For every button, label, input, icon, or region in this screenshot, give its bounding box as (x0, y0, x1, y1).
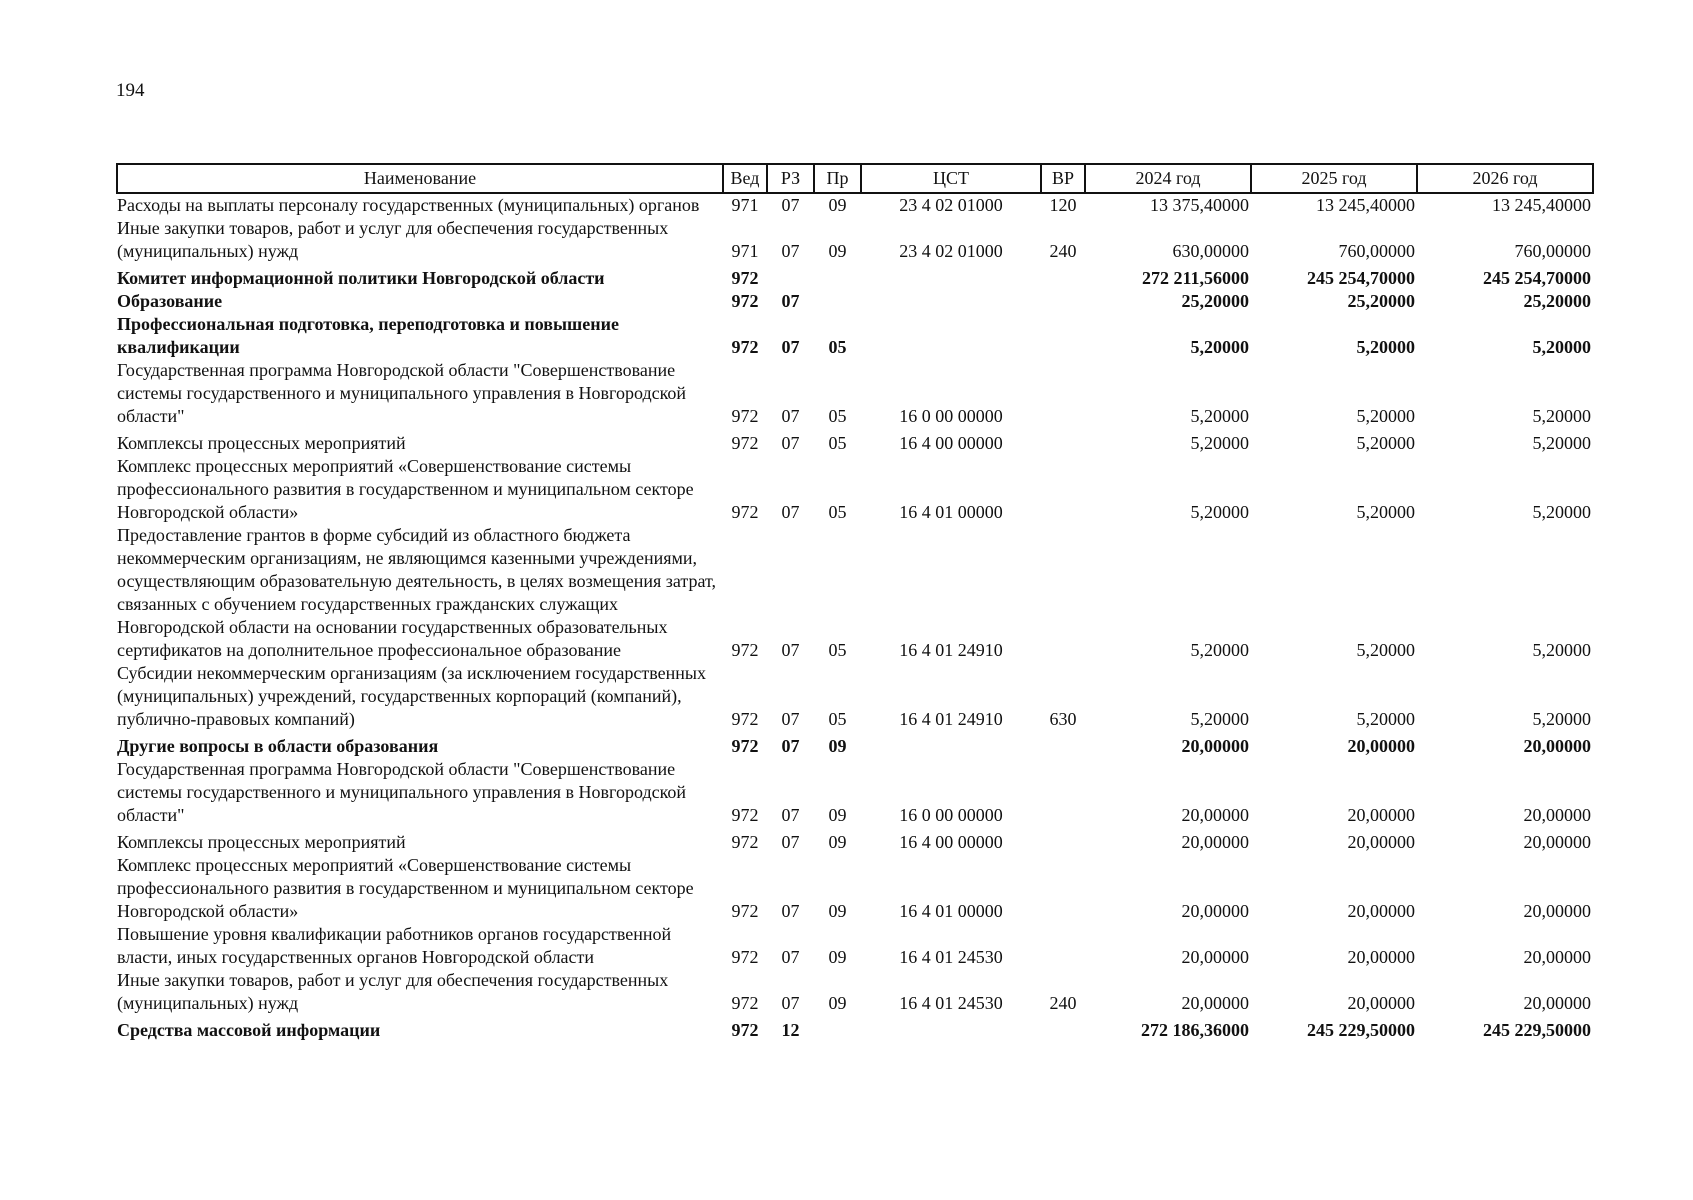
row-rz: 07 (781, 832, 800, 852)
row-cst: 16 4 01 24910 (899, 640, 1003, 660)
header-rz: РЗ (767, 164, 814, 193)
row-cst: 16 4 01 00000 (899, 502, 1003, 522)
row-name: Средства массовой информации (117, 1020, 381, 1040)
row-pr (814, 1015, 861, 1042)
row-ved: 972 (731, 709, 759, 729)
row-2025: 5,20000 (1356, 433, 1415, 453)
row-ved: 972 (731, 805, 759, 825)
row-name: Комплекс процессных мероприятий «Совершенствование системы профессионального развития в государственном и муниципальном секторе Новгородской области» (117, 456, 694, 522)
header-cst: ЦСТ (861, 164, 1041, 193)
row-2026: 245 254,70000 (1483, 268, 1591, 288)
row-cst (861, 731, 1041, 758)
row-cst (861, 1015, 1041, 1042)
table-row (117, 193, 1593, 217)
row-rz: 07 (781, 337, 800, 357)
row-2026: 20,00000 (1523, 736, 1591, 756)
table-row (117, 969, 1593, 1015)
row-vr (1041, 428, 1085, 455)
row-2025: 245 229,50000 (1307, 1020, 1415, 1040)
row-rz: 07 (781, 805, 800, 825)
row-2024: 5,20000 (1190, 406, 1249, 426)
row-2026: 5,20000 (1532, 337, 1591, 357)
row-pr: 05 (828, 337, 847, 357)
header-2026: 2026 год (1417, 164, 1593, 193)
row-2025: 20,00000 (1347, 736, 1415, 756)
row-2026: 245 229,50000 (1483, 1020, 1591, 1040)
row-2025: 25,20000 (1347, 291, 1415, 311)
row-pr (814, 263, 861, 290)
row-2026: 25,20000 (1523, 291, 1591, 311)
row-ved: 972 (731, 1020, 759, 1040)
row-rz: 07 (781, 736, 800, 756)
row-2024: 5,20000 (1190, 709, 1249, 729)
row-rz: 07 (781, 901, 800, 921)
row-2025: 20,00000 (1347, 805, 1415, 825)
row-ved: 972 (731, 502, 759, 522)
row-pr: 09 (828, 993, 847, 1013)
table-row (117, 359, 1593, 428)
table-row (117, 758, 1593, 827)
row-2024: 5,20000 (1190, 502, 1249, 522)
row-pr: 09 (828, 195, 847, 215)
row-name: Субсидии некоммерческим организациям (за исключением государственных (муниципальных) учреждений, государственных корпораций (компаний), публично-правовых компаний) (117, 663, 707, 729)
table-row (117, 1015, 1593, 1042)
row-2026: 5,20000 (1532, 433, 1591, 453)
table-row (117, 731, 1593, 758)
row-pr: 05 (828, 406, 847, 426)
table-row (117, 827, 1593, 854)
row-vr (1041, 263, 1085, 290)
row-2024: 20,00000 (1181, 805, 1249, 825)
row-pr: 05 (828, 433, 847, 453)
row-ved: 972 (731, 268, 759, 288)
row-ved: 972 (731, 433, 759, 453)
row-vr (1041, 524, 1085, 662)
row-rz: 07 (781, 433, 800, 453)
row-2025: 20,00000 (1347, 947, 1415, 967)
row-pr: 09 (828, 901, 847, 921)
row-2024: 20,00000 (1181, 947, 1249, 967)
row-name: Комитет информационной политики Новгородской области (117, 268, 605, 288)
header-2025: 2025 год (1251, 164, 1417, 193)
row-cst (861, 290, 1041, 313)
row-2026: 5,20000 (1532, 709, 1591, 729)
row-pr: 09 (828, 736, 847, 756)
table-row (117, 263, 1593, 290)
row-cst: 16 4 01 24530 (899, 947, 1003, 967)
row-ved: 971 (731, 241, 759, 261)
row-2025: 760,00000 (1338, 241, 1415, 261)
row-rz: 07 (781, 291, 800, 311)
row-2026: 20,00000 (1523, 993, 1591, 1013)
row-2025: 20,00000 (1347, 832, 1415, 852)
row-ved: 972 (731, 291, 759, 311)
row-2024: 25,20000 (1181, 291, 1249, 311)
row-cst (861, 313, 1041, 359)
row-cst (861, 263, 1041, 290)
row-2025: 20,00000 (1347, 901, 1415, 921)
row-2025: 20,00000 (1347, 993, 1415, 1013)
budget-table (116, 163, 1594, 1042)
row-2024: 20,00000 (1181, 736, 1249, 756)
row-2026: 20,00000 (1523, 805, 1591, 825)
row-name: Расходы на выплаты персоналу государственных (муниципальных) органов (117, 195, 700, 215)
row-vr: 630 (1049, 709, 1077, 729)
row-2024: 13 375,40000 (1150, 195, 1249, 215)
row-pr: 05 (828, 502, 847, 522)
row-name: Комплексы процессных мероприятий (117, 433, 406, 453)
row-cst: 16 4 01 24530 (899, 993, 1003, 1013)
row-vr (1041, 359, 1085, 428)
row-ved: 972 (731, 947, 759, 967)
row-2026: 20,00000 (1523, 832, 1591, 852)
row-ved: 972 (731, 736, 759, 756)
row-2024: 630,00000 (1172, 241, 1249, 261)
row-2024: 5,20000 (1190, 640, 1249, 660)
row-name: Другие вопросы в области образования (117, 736, 439, 756)
table-row (117, 217, 1593, 263)
row-2026: 20,00000 (1523, 901, 1591, 921)
row-2024: 272 186,36000 (1141, 1020, 1249, 1040)
row-2025: 245 254,70000 (1307, 268, 1415, 288)
row-pr: 09 (828, 947, 847, 967)
row-2024: 5,20000 (1190, 337, 1249, 357)
row-ved: 971 (731, 195, 759, 215)
header-2024: 2024 год (1085, 164, 1251, 193)
row-vr (1041, 854, 1085, 923)
page-number: 194 (116, 80, 145, 101)
row-cst: 23 4 02 01000 (899, 195, 1003, 215)
row-vr (1041, 758, 1085, 827)
row-cst: 16 0 00 00000 (899, 805, 1003, 825)
row-rz: 07 (781, 195, 800, 215)
row-pr: 09 (828, 805, 847, 825)
row-cst: 16 4 01 24910 (899, 709, 1003, 729)
row-pr: 09 (828, 832, 847, 852)
table-row (117, 313, 1593, 359)
table-row (117, 428, 1593, 455)
row-pr: 09 (828, 241, 847, 261)
row-name: Профессиональная подготовка, переподготовка и повышение квалификации (117, 314, 619, 357)
table-row (117, 923, 1593, 969)
row-cst: 16 0 00 00000 (899, 406, 1003, 426)
row-vr (1041, 1015, 1085, 1042)
row-2025: 5,20000 (1356, 709, 1415, 729)
row-ved: 972 (731, 993, 759, 1013)
row-vr: 240 (1049, 241, 1077, 261)
row-vr (1041, 290, 1085, 313)
row-2025: 5,20000 (1356, 406, 1415, 426)
row-vr: 240 (1049, 993, 1077, 1013)
table-row (117, 854, 1593, 923)
row-rz (767, 263, 814, 290)
row-cst: 16 4 00 00000 (899, 433, 1003, 453)
header-pr: Пр (814, 164, 861, 193)
row-vr (1041, 313, 1085, 359)
row-2026: 5,20000 (1532, 502, 1591, 522)
row-2024: 20,00000 (1181, 901, 1249, 921)
row-rz: 07 (781, 502, 800, 522)
row-rz: 07 (781, 709, 800, 729)
row-name: Повышение уровня квалификации работников органов государственной власти, иных государственных органов Новгородской области (117, 924, 672, 967)
row-ved: 972 (731, 406, 759, 426)
row-2026: 20,00000 (1523, 947, 1591, 967)
row-name: Предоставление грантов в форме субсидий из областного бюджета некоммерческим организациям, не являющимся казенными учреждениями, осуществляющим образовательную деятельность, в целях возмещения затрат, связанных с обучением государственных гражданских служащих Новгородской области на основании государственных образовательных сертификатов на дополнительное профессиональное образование (117, 525, 717, 660)
row-2026: 5,20000 (1532, 406, 1591, 426)
row-name: Иные закупки товаров, работ и услуг для обеспечения государственных (муниципальных) нужд (117, 970, 669, 1013)
row-ved: 972 (731, 640, 759, 660)
header-name: Наименование (117, 164, 723, 193)
row-2024: 5,20000 (1190, 433, 1249, 453)
table-row (117, 524, 1593, 662)
row-name: Образование (117, 291, 223, 311)
row-rz: 07 (781, 993, 800, 1013)
row-2024: 272 211,56000 (1141, 268, 1249, 288)
row-ved: 972 (731, 337, 759, 357)
row-name: Комплекс процессных мероприятий «Совершенствование системы профессионального развития в государственном и муниципальном секторе Новгородской области» (117, 855, 694, 921)
row-2025: 13 245,40000 (1316, 195, 1415, 215)
row-vr: 120 (1049, 195, 1077, 215)
row-vr (1041, 827, 1085, 854)
row-2024: 20,00000 (1181, 832, 1249, 852)
row-rz: 07 (781, 947, 800, 967)
row-rz: 12 (781, 1020, 800, 1040)
row-cst: 16 4 00 00000 (899, 832, 1003, 852)
row-rz: 07 (781, 241, 800, 261)
row-ved: 972 (731, 901, 759, 921)
row-vr (1041, 923, 1085, 969)
row-name: Государственная программа Новгородской области "Совершенствование системы государственного и муниципального управления в Новгородской области" (117, 360, 687, 426)
row-2025: 5,20000 (1356, 337, 1415, 357)
header-vr: ВР (1041, 164, 1085, 193)
row-2026: 13 245,40000 (1492, 195, 1591, 215)
header-ved: Вед (723, 164, 767, 193)
row-rz: 07 (781, 406, 800, 426)
row-cst: 23 4 02 01000 (899, 241, 1003, 261)
row-2025: 5,20000 (1356, 640, 1415, 660)
row-name: Комплексы процессных мероприятий (117, 832, 406, 852)
row-pr (814, 290, 861, 313)
table-row (117, 290, 1593, 313)
table-header-row (117, 164, 1593, 193)
row-name: Государственная программа Новгородской области "Совершенствование системы государственного и муниципального управления в Новгородской области" (117, 759, 687, 825)
row-2026: 5,20000 (1532, 640, 1591, 660)
row-rz: 07 (781, 640, 800, 660)
row-pr: 05 (828, 709, 847, 729)
row-vr (1041, 455, 1085, 524)
table-row (117, 662, 1593, 731)
row-cst: 16 4 01 00000 (899, 901, 1003, 921)
row-2026: 760,00000 (1514, 241, 1591, 261)
row-pr: 05 (828, 640, 847, 660)
row-name: Иные закупки товаров, работ и услуг для обеспечения государственных (муниципальных) нужд (117, 218, 669, 261)
table-row (117, 455, 1593, 524)
row-2024: 20,00000 (1181, 993, 1249, 1013)
row-vr (1041, 731, 1085, 758)
row-ved: 972 (731, 832, 759, 852)
row-2025: 5,20000 (1356, 502, 1415, 522)
